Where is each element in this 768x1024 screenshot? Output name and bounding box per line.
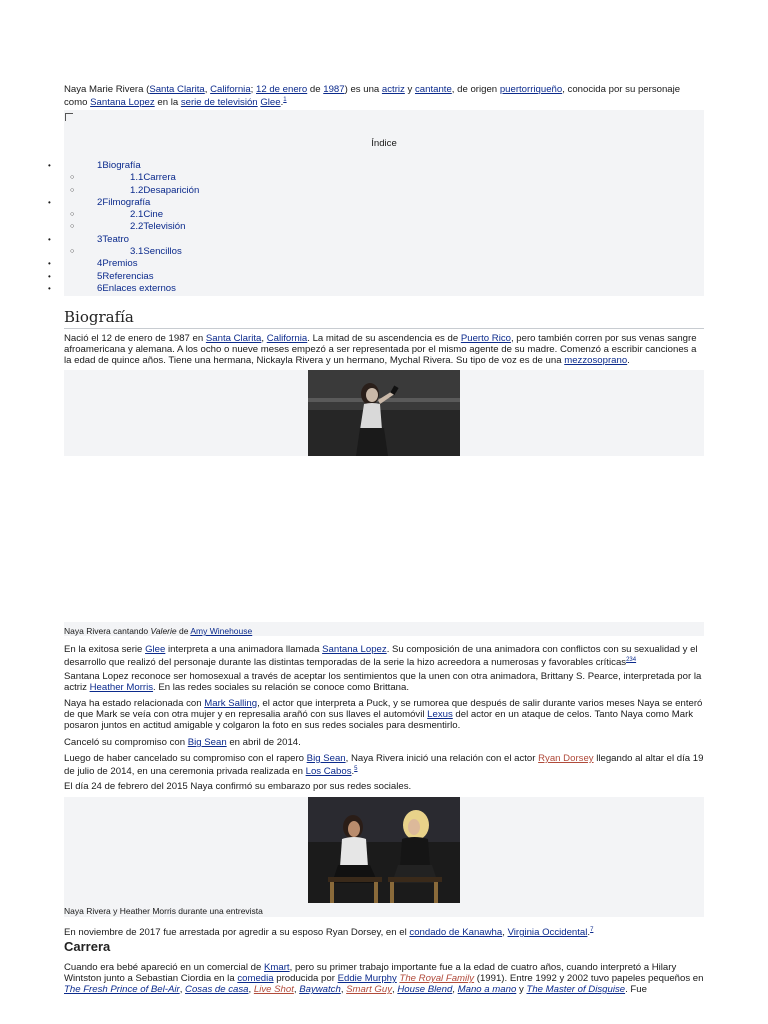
ref-7[interactable]: 7 bbox=[590, 927, 594, 933]
link-mark-salling[interactable]: Mark Salling bbox=[204, 698, 258, 709]
link-date[interactable]: 12 de enero bbox=[256, 84, 308, 95]
toc-item[interactable] bbox=[0, 185, 700, 197]
toc-item[interactable] bbox=[0, 172, 700, 184]
ref-1[interactable]: 1 bbox=[283, 97, 287, 103]
link-mano-a-mano[interactable]: Mano a mano bbox=[457, 984, 517, 995]
toc-item-label[interactable]: 5Referencias bbox=[97, 270, 154, 282]
bullet-icon: • bbox=[48, 197, 51, 207]
figure-2-caption: Naya Rivera y Heather Morris durante una entrevista bbox=[64, 906, 263, 916]
bio-paragraph-2: En la exitosa serie Glee interpreta a una animadora llamada Santana Lopez. Su composición de una animadora con conflictos con su sexualidad y el desarrollo que realizó del personaje durante las distintas temporadas de la serie la hizo acreedora a numerosas y favorables críticas$^{2​3​4}$ bbox=[64, 644, 698, 669]
toc-item-label[interactable]: 6Enlaces externos bbox=[97, 282, 176, 294]
link-big-sean[interactable]: Big Sean bbox=[187, 737, 227, 748]
link-master-of-disguise[interactable]: The Master of Disguise bbox=[526, 984, 626, 995]
link-serie[interactable]: serie de televisión bbox=[180, 97, 258, 109]
toc-toggle-icon[interactable] bbox=[65, 113, 73, 121]
bio-paragraph-6: Luego de haber cancelado su compromiso con el rapero Big Sean, Naya Rivera inició una relación con el actor Ryan Dorsey llegando al altar el día 19 de julio de 2014, en una ceremonia privada realizada en Los Cabos.$^5$ bbox=[64, 753, 704, 778]
toc-item[interactable] bbox=[0, 197, 700, 209]
toc-item[interactable] bbox=[0, 209, 700, 221]
bullet-icon: • bbox=[48, 161, 51, 170]
link-virginia-occidental[interactable]: Virginia Occidental bbox=[507, 927, 588, 939]
toc-list bbox=[0, 160, 700, 295]
link-kmart[interactable]: Kmart bbox=[264, 962, 290, 973]
link-royal-family[interactable]: The Royal Family bbox=[399, 973, 475, 984]
carrera-paragraph: Cuando era bebé apareció en un comercial de Kmart, pero su primer trabajo importante fue a la edad de cuatro años, cuando interpretó a Hilary Wintston junto a Sebastian Ciordia en la comedia producida por Eddie Murphy The Royal Family (1991). Entre 1992 y 2002 tuvo papeles pequeños en The Fresh Prince of Bel-Air, Cosas de casa, Live Shot, Baywatch, Smart Guy, House Blend, Mano a mano y The Master of Disguise. Fue bbox=[64, 962, 704, 995]
link-california[interactable]: California bbox=[210, 84, 251, 95]
toc-item[interactable] bbox=[0, 258, 700, 270]
section-heading-carrera: Carrera bbox=[64, 939, 111, 954]
toc-title: Índice bbox=[371, 138, 397, 149]
bio-paragraph-4: Naya ha estado relacionada con Mark Salling, el actor que interpreta a Puck, y se rumorea que después de salir durante varios meses Naya se enteró de que Mark se veía con otra mujer y en represalia arañó con sus llaves el automóvil Lexus del actor en un ataque de celos. Tanto Naya como Mark posaron juntos en actitud amigable y colgaron la foto en sus redes sociales para desmentirlo. bbox=[64, 698, 703, 731]
ref-5[interactable]: 5 bbox=[354, 766, 358, 772]
toc-item[interactable] bbox=[0, 234, 700, 246]
bio-paragraph-5: Canceló su compromiso con Big Sean en abril de 2014. bbox=[64, 737, 301, 748]
link-kanawha[interactable]: condado de Kanawha bbox=[409, 927, 503, 939]
toc-item[interactable] bbox=[0, 283, 700, 295]
circle-bullet-icon: ○ bbox=[70, 174, 75, 182]
link-santa-clarita[interactable]: Santa Clarita bbox=[149, 84, 205, 95]
toc-item-label[interactable]: 1Biografía bbox=[97, 160, 141, 171]
circle-bullet-icon: ○ bbox=[70, 186, 75, 194]
link-house-blend[interactable]: House Blend bbox=[397, 984, 453, 995]
link-puertorriqueno[interactable]: puertorriqueño bbox=[499, 84, 563, 95]
bio-paragraph-3: Santana Lopez reconoce ser homosexual a través de aceptar los sentimientos que la unen con otra animadora, Brittany S. Pearce, interpretada por la actriz Heather Morris. En las redes sociales su relación se conoce como Brittana. bbox=[64, 671, 702, 693]
link-baywatch[interactable]: Baywatch bbox=[299, 984, 341, 995]
link-year[interactable]: 1987 bbox=[323, 84, 345, 95]
link-mezzosoprano[interactable]: mezzosoprano bbox=[564, 355, 628, 366]
link-eddie-murphy[interactable]: Eddie Murphy bbox=[337, 973, 397, 984]
photo-naya-singing-graphic bbox=[308, 370, 460, 456]
link-smart-guy[interactable]: Smart Guy bbox=[346, 984, 393, 995]
toc-item-label[interactable]: 2.1Cine bbox=[130, 209, 164, 221]
toc-item-label[interactable]: 1.2Desaparición bbox=[130, 184, 200, 196]
toc-item-label[interactable]: 2.2Televisión bbox=[130, 221, 186, 233]
link-heather-morris[interactable]: Heather Morris bbox=[89, 682, 154, 693]
toc-item-label[interactable]: 3Teatro bbox=[97, 233, 130, 245]
link-ryan-dorsey[interactable]: Ryan Dorsey bbox=[538, 753, 594, 764]
link-santa-clarita-2[interactable]: Santa Clarita bbox=[205, 333, 262, 344]
link-fresh-prince[interactable]: The Fresh Prince of Bel-Air bbox=[64, 984, 180, 995]
link-glee-2[interactable]: Glee bbox=[145, 644, 166, 655]
link-lexus[interactable]: Lexus bbox=[427, 709, 453, 720]
link-los-cabos[interactable]: Los Cabos bbox=[305, 766, 352, 778]
photo-naya-heather-interview bbox=[308, 797, 460, 903]
circle-bullet-icon: ○ bbox=[70, 223, 75, 231]
toc-item[interactable] bbox=[0, 271, 700, 283]
circle-bullet-icon: ○ bbox=[70, 248, 75, 256]
bio-paragraph-8: En noviembre de 2017 fue arrestada por agredir a su esposo Ryan Dorsey, en el condado de Kanawha, Virginia Occidental.$^7$ bbox=[64, 927, 594, 939]
bullet-icon: • bbox=[48, 283, 51, 293]
bio-paragraph-1: Nació el 12 de enero de 1987 en Santa Clarita, California. La mitad de su ascendencia es de Puerto Rico, pero también corren por sus venas sangre afroamericana y alemana. A los ocho o nueve meses empezó a ser representada por el mismo agente de su madre. Comenzó a escribir canciones a la edad de quince años. Tiene una hermana, Nickayla Rivera y un hermano, Mychal Rivera. Su tipo de voz es de una mezzosoprano. bbox=[64, 333, 697, 366]
link-actriz[interactable]: actriz bbox=[381, 84, 405, 95]
bio-paragraph-7: El día 24 de febrero del 2015 Naya confirmó su embarazo por sus redes sociales. bbox=[64, 781, 412, 792]
link-amy-winehouse[interactable]: Amy Winehouse bbox=[190, 626, 253, 636]
toc-item[interactable] bbox=[0, 160, 700, 172]
intro-paragraph: Naya Marie Rivera (Santa Clarita, California; 12 de enero de 1987) es una actriz y cantante, de origen puertorriqueño, conocida por su personaje como Santana Lopez en la serie de televisión Glee.$^1$ bbox=[64, 84, 681, 109]
bullet-icon: • bbox=[48, 234, 51, 244]
link-california-2[interactable]: California bbox=[266, 333, 308, 344]
toc-item-label[interactable]: 4Premios bbox=[97, 258, 138, 270]
link-glee[interactable]: Glee bbox=[260, 97, 281, 109]
toc-item-label[interactable]: 1.1Carrera bbox=[130, 172, 176, 184]
figure-1-caption: Naya Rivera cantando Valerie de Amy Winehouse bbox=[64, 626, 253, 636]
circle-bullet-icon: ○ bbox=[70, 211, 75, 219]
link-live-shot[interactable]: Live Shot bbox=[253, 984, 294, 995]
toc-item-label[interactable]: 2Filmografía bbox=[97, 196, 151, 208]
bullet-icon: • bbox=[48, 259, 51, 269]
toc-item[interactable] bbox=[0, 246, 700, 258]
link-comedia[interactable]: comedia bbox=[237, 973, 274, 984]
section-heading-biografia: Biografía bbox=[64, 308, 704, 329]
link-cosas-de-casa[interactable]: Cosas de casa bbox=[185, 984, 249, 995]
photo-naya-singing bbox=[308, 370, 460, 456]
link-puerto-rico[interactable]: Puerto Rico bbox=[460, 333, 511, 344]
toc-item[interactable] bbox=[0, 221, 700, 233]
link-santana-lopez-2[interactable]: Santana Lopez bbox=[322, 644, 387, 655]
bullet-icon: • bbox=[48, 271, 51, 281]
link-santana-lopez[interactable]: Santana Lopez bbox=[90, 97, 155, 109]
toc-item-label[interactable]: 3.1Sencillos bbox=[130, 246, 182, 258]
link-cantante[interactable]: cantante bbox=[414, 84, 452, 95]
ref-2-4[interactable]: 2​3​4 bbox=[626, 657, 637, 663]
link-big-sean-2[interactable]: Big Sean bbox=[306, 753, 346, 764]
photo-interview-graphic bbox=[308, 797, 460, 903]
